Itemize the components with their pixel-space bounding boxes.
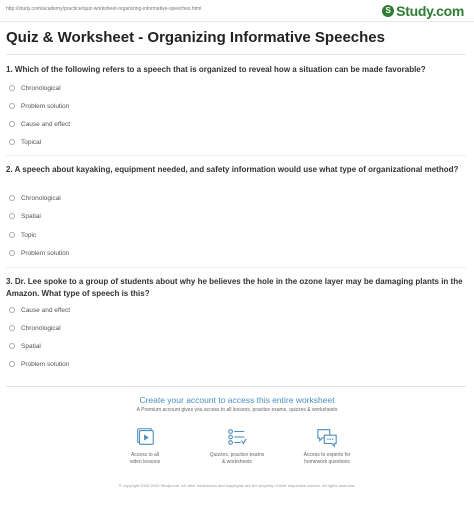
feature-label-line1: Access to all [130, 452, 160, 458]
question-2: 2. A speech about kayaking, equipment needed, and safety information would use what type of organizational method? [6, 165, 459, 174]
copyright-notice: © copyright 2003-2020 Study.com. All other trademarks and copyrights are the property of their respective owners. All rights reserved. [118, 483, 356, 488]
radio-icon[interactable] [9, 250, 15, 256]
q3-option-4[interactable] [9, 359, 69, 369]
checklist-icon [226, 426, 248, 448]
study-logo-text: Study.com [396, 3, 464, 19]
q2-option-3[interactable] [9, 230, 36, 240]
option-label: Chronological [21, 324, 61, 332]
option-label: Topical [21, 138, 42, 146]
q2-option-2[interactable] [9, 211, 41, 221]
option-label: Chronological [21, 84, 61, 92]
feature-label-line2: & worksheets [221, 458, 252, 465]
cta-title[interactable]: Create your account to access this entire worksheet [139, 395, 335, 405]
feature-label-line2: homework questions [304, 458, 350, 465]
radio-icon[interactable] [9, 85, 15, 91]
q1-option-2[interactable] [9, 101, 69, 111]
radio-icon[interactable] [9, 121, 15, 127]
feature-label-line1: Quizzes, practice exams [209, 452, 265, 458]
radio-icon[interactable] [9, 325, 15, 331]
q1-option-1[interactable] [9, 83, 61, 93]
study-logo[interactable] [382, 3, 464, 19]
radio-icon[interactable] [9, 232, 15, 238]
radio-icon[interactable] [9, 195, 15, 201]
radio-icon[interactable] [9, 361, 15, 367]
q2-option-1[interactable] [9, 193, 61, 203]
option-label: Spatial [21, 212, 41, 220]
radio-icon[interactable] [9, 343, 15, 349]
question-1: 1. Which of the following refers to a speech that is organized to reveal how a situation can be made favorable? [6, 65, 426, 74]
title-divider [6, 54, 466, 55]
question-divider [6, 155, 466, 156]
option-label: Cause and effect [21, 120, 71, 128]
option-label: Problem solution [21, 102, 70, 110]
radio-icon[interactable] [9, 103, 15, 109]
q1-option-3[interactable] [9, 119, 70, 129]
chat-bubbles-icon [316, 426, 338, 448]
radio-icon[interactable] [9, 307, 15, 313]
page-url: http://study.com/academy/practice/quiz-worksheet-organizing-informative-speeches.html [6, 6, 202, 12]
video-play-icon [134, 426, 156, 448]
option-label: Topic [21, 231, 37, 239]
option-label: Cause and effect [21, 306, 71, 314]
page-header [0, 0, 474, 22]
q1-option-4[interactable] [9, 137, 41, 147]
study-logo-icon: S [382, 5, 394, 17]
feature-label-line2: video lessons [129, 458, 161, 465]
q3-option-3[interactable] [9, 341, 41, 351]
option-label: Problem solution [21, 249, 70, 257]
question-3: 3. Dr. Lee spoke to a group of students about why he believes the hole in the ozone layer may be damaging plants in the Amazon. What type of speech is this? [6, 277, 463, 298]
q3-option-2[interactable] [9, 323, 61, 333]
cta-subtitle: A Premium account gives you access to all lessons, practice exams, quizzes & worksheets [136, 407, 338, 413]
page-title: Quiz & Worksheet - Organizing Informative Speeches [6, 29, 385, 46]
q3-option-1[interactable] [9, 305, 70, 315]
question-divider [6, 267, 466, 268]
feature-label-line1: Access to experts for [303, 452, 351, 458]
option-label: Problem solution [21, 360, 70, 368]
q2-option-4[interactable] [9, 248, 69, 258]
option-label: Chronological [21, 194, 61, 202]
feature-experts [272, 426, 382, 465]
option-label: Spatial [21, 342, 41, 350]
radio-icon[interactable] [9, 213, 15, 219]
radio-icon[interactable] [9, 139, 15, 145]
